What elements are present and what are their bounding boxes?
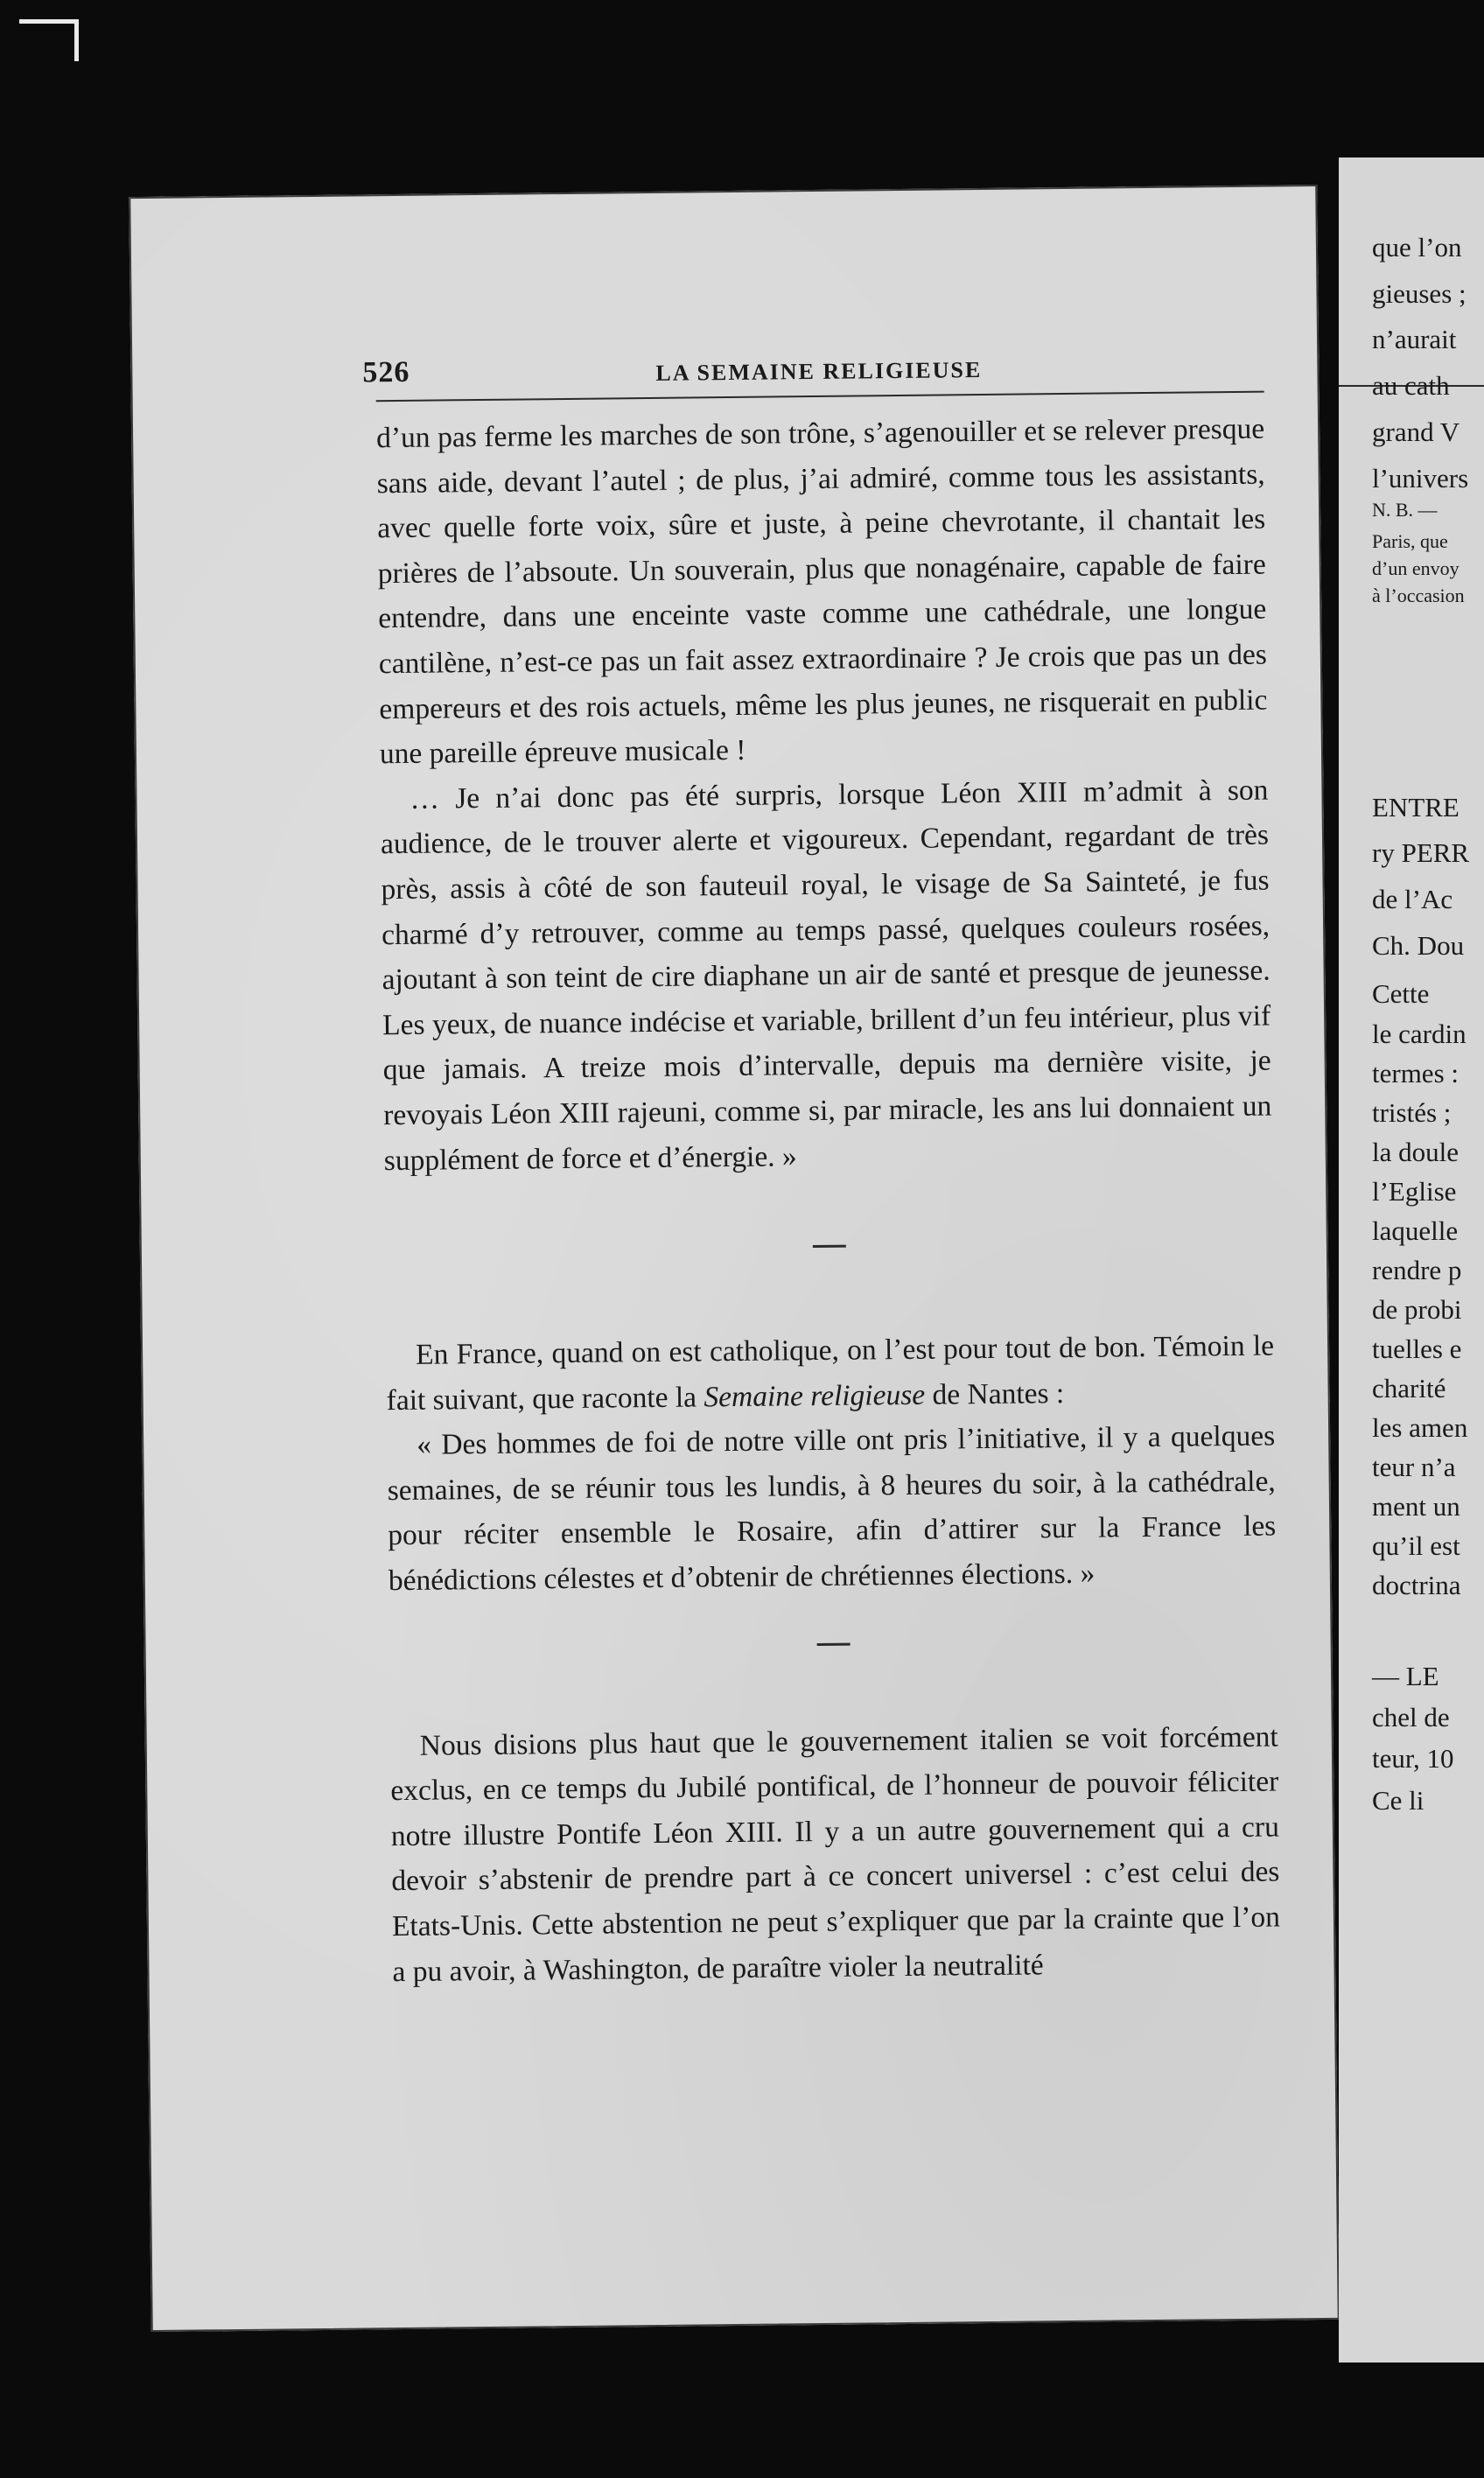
right-page-line: ENTRE [1372, 792, 1460, 822]
paragraph-1: d’un pas ferme les marches de son trône, s’agenouiller et se relever presque sans aide, devant l’autel ; de plus, j’ai admiré, comme tous les assistants, avec quelle forte voix, sûre et juste, à peine chevrotante, il chantait les prières de l’absoute. Un souverain, plus que nonagénaire, capable de faire entendre, dans une enceinte vaste comme une cathédrale, une longue cantilène, n’est-ce pas un fait assez extraordinaire ? Je crois que pas un des empereurs et des rois actuels, même les plus jeunes, ne risquerait en public une pareille épreuve musicale ! [375, 412, 1268, 771]
right-page-line: ry PERR [1372, 837, 1470, 868]
right-page-line: teur n’a [1372, 1452, 1456, 1482]
right-page-line: N. B. — [1372, 499, 1438, 521]
right-page-line: doctrina [1372, 1570, 1461, 1600]
right-page-line: Ch. Dou [1372, 930, 1465, 961]
right-page-line: les amen [1372, 1412, 1468, 1443]
right-page-line: qu’il est [1372, 1530, 1460, 1561]
section-separator-2 [816, 1642, 850, 1645]
page-number: 526 [362, 355, 410, 389]
left-page [129, 185, 1339, 2332]
right-page-line: chel de [1372, 1702, 1450, 1732]
running-head [362, 347, 1264, 402]
right-page-line: Paris, que [1372, 530, 1448, 552]
paragraph-5: Nous disions plus haut que le gouvernement italien se voit forcément exclus, en ce temps du Jubilé pontifical, de l’honneur de pouvoir féliciter notre illustre Pontife Léon XIII. Il y a un autre gouvernement qui a cru devoir s’abstenir de prendre part à ce concert universel : c’est celui des Etats-Unis. Cette abstention ne peut s’expliquer que par la crainte que l’on a pu avoir, à Washington, de paraître violer la neutralité [390, 1720, 1281, 1988]
right-page-line: tuelles e [1372, 1334, 1462, 1364]
right-page-line: de probi [1372, 1294, 1462, 1325]
right-page-line: au cath [1372, 370, 1450, 401]
right-page [1339, 158, 1484, 2362]
right-page-line: Cette [1372, 978, 1430, 1009]
paragraph-3-tail: de Nantes : [924, 1376, 1065, 1411]
right-page-line: teur, 10 [1372, 1743, 1454, 1774]
right-page-line: l’univers [1372, 463, 1469, 494]
paragraph-3-italic: Semaine religieuse [704, 1378, 926, 1414]
right-page-line: Ce li [1372, 1785, 1424, 1816]
right-page-line: de l’Ac [1372, 884, 1453, 914]
right-page-line: la doule [1372, 1137, 1459, 1167]
right-page-line: charité [1372, 1373, 1446, 1404]
right-page-line: gieuses ; [1372, 278, 1466, 309]
scan-corner-mark [19, 19, 79, 61]
right-page-line: laquelle [1372, 1215, 1459, 1246]
right-page-line: d’un envoy [1372, 557, 1460, 579]
running-head-title: LA SEMAINE RELIGIEUSE [655, 356, 983, 386]
paragraph-2: … Je n’ai donc pas été surpris, lorsque Léon XIII m’admit à son audience, de le trouver alerte et vigoureux. Cependant, regardant de très près, assis à côté de son fauteuil royal, le visage de Sa Sainteté, je fus charmé d’y retrouver, comme au temps passé, quelques couleurs rosées, ajoutant à son teint de cire diaphane un air de santé et presque de jeunesse. Les yeux, de nuance indécise et variable, brillent d’un feu intérieur, plus vif que jamais. A treize mois d’intervalle, depuis ma dernière visite, je revoyais Léon XIII rajeuni, comme si, par miracle, les ans lui donnaient un supplément de force et d’énergie. » [380, 774, 1272, 1177]
right-page-line: n’aurait [1372, 324, 1457, 354]
right-page-line: tristés ; [1372, 1097, 1452, 1128]
right-page-line: termes : [1372, 1058, 1459, 1088]
right-page-line: — LE [1372, 1661, 1439, 1691]
page-content [362, 347, 1281, 1995]
right-page-line: que l’on [1372, 232, 1462, 262]
right-page-line: le cardin [1372, 1018, 1466, 1049]
right-page-line: ment un [1372, 1491, 1460, 1522]
paragraph-3-text: En France, quand on est catholique, on l’est pour tout de bon. Témoin le fait suivant, que raconte la [386, 1329, 1275, 1417]
right-page-line: à l’occasion [1372, 584, 1465, 606]
paragraph-3 [386, 1324, 1275, 1424]
right-page-line: rendre p [1372, 1255, 1462, 1285]
paragraph-4-quote: « Des hommes de foi de notre ville ont pris l’initiative, il y a quelques semaines, de se réunir tous les lundis, à 8 heures du soir, à la cathédrale, pour réciter ensemble le Rosaire, afin d’attirer sur la France les bénédictions célestes et d’obtenir de chrétiennes élections. » [387, 1419, 1277, 1598]
right-page-line: l’Eglise [1372, 1176, 1457, 1207]
right-page-line: grand V [1372, 416, 1460, 447]
section-separator [812, 1245, 845, 1248]
